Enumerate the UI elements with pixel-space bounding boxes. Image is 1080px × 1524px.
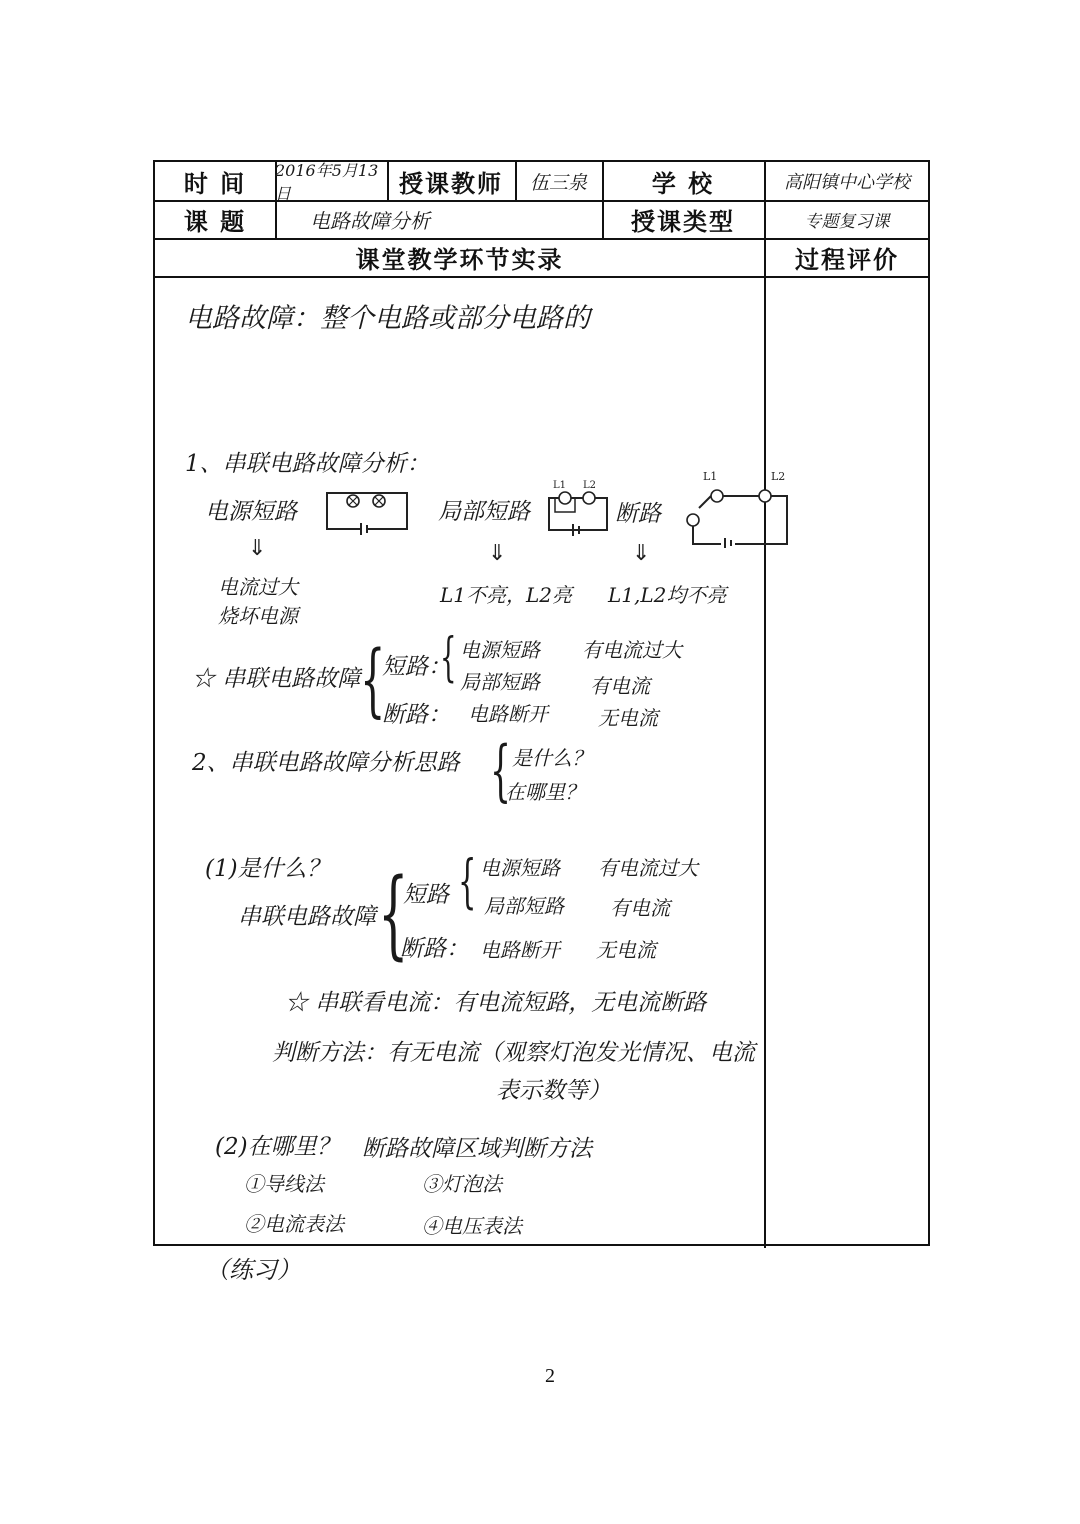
type-value: 专题复习课 — [804, 211, 890, 232]
short-a-1: 电源短路 — [460, 638, 540, 662]
open-a-2: 电路断开 — [480, 938, 560, 962]
power-short-label: 电源短路 — [205, 499, 297, 525]
open-a-1: 电路断开 — [468, 702, 548, 726]
where-question: 在哪里？ — [505, 780, 585, 804]
short-b-effect-2: 有电流 — [610, 896, 670, 920]
method-2: ②电流表法 — [244, 1212, 344, 1236]
topic-label: 课 题 — [183, 207, 247, 236]
local-short-label: 局部短路 — [438, 499, 530, 525]
down-arrow-icon: ⇓ — [632, 541, 651, 566]
open-label: 断路 — [615, 501, 661, 527]
star-summary-2: ☆ 串联看电流：有电流短路，无电流断路 — [285, 990, 707, 1016]
judge-method: 判断方法：有无电流（观察灯泡发光情况、电流 — [272, 1040, 755, 1066]
short-b-2: 局部短路 — [484, 894, 564, 918]
brace-icon: { — [440, 628, 457, 688]
open-effect-2: 无电流 — [596, 938, 656, 962]
svg-text:L2: L2 — [771, 470, 786, 483]
power-short-result1: 电流过大 — [218, 575, 298, 599]
brace-icon: { — [458, 847, 477, 915]
method-4: ④电压表法 — [422, 1214, 522, 1238]
school-value: 高阳镇中心学校 — [784, 172, 910, 193]
teacher-value: 伍三泉 — [529, 171, 587, 194]
record-heading: 课堂教学环节实录 — [355, 245, 564, 274]
power-short-result2: 烧坏电源 — [218, 604, 298, 628]
open-label-2: 断路： — [400, 936, 469, 962]
open-circuit — [683, 468, 793, 548]
open-label-1: 断路： — [382, 702, 451, 728]
topic-value: 电路故障分析 — [310, 208, 430, 233]
type-label: 授课类型 — [631, 207, 735, 236]
local-short-circuit — [545, 478, 610, 538]
short-label-2: 短路 — [403, 882, 449, 908]
q2-heading: 断路故障区域判断方法 — [362, 1136, 592, 1162]
section1-title: 1、串联电路故障分析： — [185, 451, 430, 477]
q1-title: (1)是什么？ — [205, 856, 330, 882]
what-question: 是什么？ — [512, 746, 592, 770]
page-number: 2 — [545, 1365, 555, 1387]
teacher-label: 授课教师 — [399, 169, 503, 198]
down-arrow-icon: ⇓ — [248, 536, 267, 561]
open-effect-1: 无电流 — [598, 706, 658, 730]
star-summary-1: ☆ 串联电路故障 — [192, 666, 361, 692]
q2-title: (2)在哪里？ — [215, 1134, 340, 1160]
short-b-effect-1: 有电流 — [590, 674, 650, 698]
eval-heading: 过程评价 — [795, 245, 899, 274]
section2-title: 2、串联电路故障分析思路 — [192, 750, 460, 776]
short-a-effect-2: 有电流过大 — [598, 856, 698, 880]
open-result: L1,L2均不亮 — [608, 583, 727, 607]
svg-text:L1: L1 — [703, 470, 718, 483]
time-label: 时 间 — [183, 169, 247, 198]
practice-note: （练习） — [205, 1256, 301, 1284]
short-a-2: 电源短路 — [480, 856, 560, 880]
brace-icon: { — [360, 633, 386, 726]
method-1: ①导线法 — [244, 1172, 324, 1196]
lamp-l2-text: L2 — [583, 480, 597, 491]
down-arrow-icon: ⇓ — [488, 541, 507, 566]
short-b-1: 局部短路 — [460, 670, 540, 694]
col-divider — [764, 162, 766, 1248]
row-divider — [155, 276, 928, 278]
method-3: ③灯泡法 — [422, 1172, 502, 1196]
brace-icon: { — [490, 732, 511, 809]
time-value: 2016年5月13日 — [275, 161, 379, 203]
fault-definition: 电路故障：整个电路或部分电路的 — [185, 303, 590, 334]
short-a-effect-1: 有电流过大 — [582, 638, 682, 662]
series-fault-label: 串联电路故障 — [238, 904, 376, 930]
judge-method-cont: 表示数等） — [496, 1078, 611, 1104]
lamp-l1-text: L1 — [553, 480, 567, 491]
local-short-result: L1不亮，L2亮 — [440, 583, 573, 607]
brace-icon: { — [378, 858, 409, 970]
short-label-1: 短路： — [382, 654, 451, 680]
power-short-circuit — [323, 487, 411, 535]
school-label: 学 校 — [651, 169, 715, 198]
